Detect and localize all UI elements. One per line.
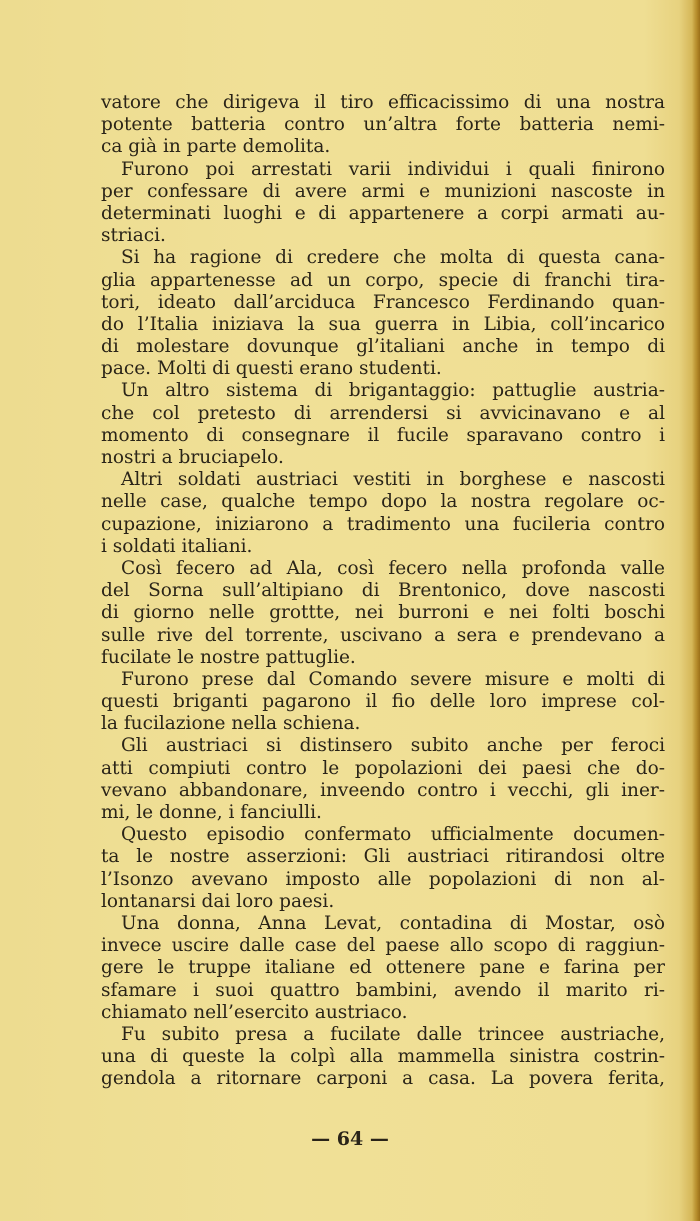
text-line: la fucilazione nella schiena. xyxy=(101,713,361,735)
text-line: potente batteria contro un’altra forte batteria nemi- xyxy=(101,114,665,136)
text-line: Si ha ragione di credere che molta di questa cana- xyxy=(121,247,665,269)
text-line: Una donna, Anna Levat, contadina di Mostar, osò xyxy=(121,912,665,934)
text-line: gere le truppe italiane ed ottenere pane e farina per xyxy=(101,957,665,979)
paragraph xyxy=(101,247,665,380)
text-line: sulle rive del torrente, uscivano a sera e prendevano a xyxy=(101,624,665,646)
text-line: momento di consegnare il fucile sparavano contro i xyxy=(101,424,665,446)
paragraph xyxy=(101,469,665,558)
text-line: invece uscire dalle case del paese allo scopo di raggiun- xyxy=(101,935,665,957)
text-line: gendola a ritornare carponi a casa. La povera ferita, xyxy=(101,1068,665,1090)
text-line: vatore che dirigeva il tiro efficacissimo di una nostra xyxy=(101,92,665,113)
text-line: nelle case, qualche tempo dopo la nostra regolare oc- xyxy=(101,491,665,513)
text-line: Gli austriaci si distinsero subito anche per feroci xyxy=(121,735,665,757)
text-line: ca già in parte demolita. xyxy=(101,136,331,158)
paragraph xyxy=(101,92,665,159)
paragraph xyxy=(101,159,665,248)
text-line: per confessare di avere armi e munizioni nascoste in xyxy=(101,180,665,202)
text-line: fucilate le nostre pattuglie. xyxy=(101,646,356,668)
paragraph xyxy=(101,380,665,469)
text-line: determinati luoghi e di appartenere a corpi armati au- xyxy=(101,202,665,224)
paragraph xyxy=(101,913,665,1024)
text-line: tori, ideato dall’arciduca Francesco Ferdinando quan- xyxy=(101,291,665,313)
text-line: di giorno nelle grottte, nei burroni e nei folti boschi xyxy=(101,602,665,624)
paragraph xyxy=(101,669,665,736)
text-line: Furono prese dal Comando severe misure e molti di xyxy=(121,668,665,690)
text-line: una di queste la colpì alla mammella sinistra costrin- xyxy=(101,1046,665,1068)
text-line: Altri soldati austriaci vestiti in borghese e nascosti xyxy=(121,469,665,491)
text-line: Furono poi arrestati varii individui i quali finirono xyxy=(121,158,665,180)
text-line: i soldati italiani. xyxy=(101,535,253,557)
page-edge xyxy=(692,0,700,1221)
paragraph xyxy=(101,824,665,913)
text-line: nostri a bruciapelo. xyxy=(101,447,284,468)
text-line: Così fecero ad Ala, così fecero nella profonda valle xyxy=(121,557,665,579)
text-line: chiamato nell’esercito austriaco. xyxy=(101,1001,408,1023)
text-line: sfamare i suoi quattro bambini, avendo il marito ri- xyxy=(101,979,665,1001)
text-line: do l’Italia iniziava la sua guerra in Libia, coll’incarico xyxy=(101,313,665,335)
text-line: del Sorna sull’altipiano di Brentonico, dove nascosti xyxy=(101,580,665,602)
text-line: cupazione, iniziarono a tradimento una fucileria contro xyxy=(101,513,665,535)
text-line: lontanarsi dai loro paesi. xyxy=(101,890,335,912)
text-line: Fu subito presa a fucilate dalle trincee austriache, xyxy=(121,1023,665,1045)
paragraph xyxy=(101,1024,665,1091)
paragraph xyxy=(101,735,665,824)
text-line: che col pretesto di arrendersi si avvicinavano e al xyxy=(101,402,665,424)
text-line: ta le nostre asserzioni: Gli austriaci ritirandosi oltre xyxy=(101,846,665,868)
text-line: di molestare dovunque gl’italiani anche in tempo di xyxy=(101,336,665,358)
text-line: mi, le donne, i fanciulli. xyxy=(101,802,322,823)
text-line: questi briganti pagarono il fio delle loro imprese col- xyxy=(101,691,665,713)
text-line: Questo episodio confermato ufficialmente documen- xyxy=(121,824,665,846)
text-line: Un altro sistema di brigantaggio: pattuglie austria- xyxy=(121,380,665,402)
body-text xyxy=(101,92,665,1090)
page-number: — 64 — xyxy=(311,1128,389,1150)
text-line: striaci. xyxy=(101,225,166,247)
text-line: pace. Molti di questi erano studenti. xyxy=(101,358,442,380)
text-line: atti compiuti contro le popolazioni dei paesi che do- xyxy=(101,757,665,779)
text-line: vevano abbandonare, inveendo contro i vecchi, gli iner- xyxy=(101,779,665,801)
text-line: l’Isonzo avevano imposto alle popolazioni di non al- xyxy=(101,868,665,890)
paragraph xyxy=(101,558,665,669)
text-line: glia appartenesse ad un corpo, specie di franchi tira- xyxy=(101,269,665,291)
